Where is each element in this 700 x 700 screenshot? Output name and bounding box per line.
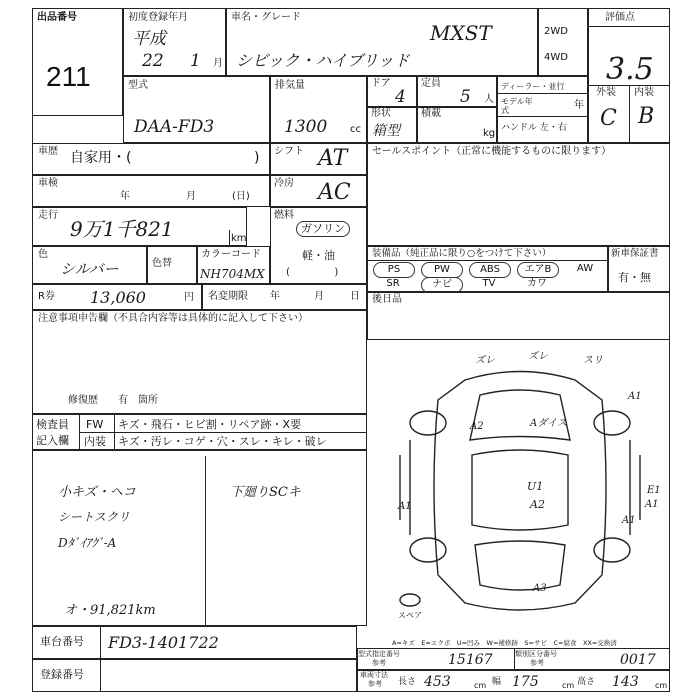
car-trunk [475,541,565,590]
mileage-label: 走行 [38,210,58,221]
inspection-year: 年 [120,191,130,202]
recycle-value: 13,060 [90,288,146,307]
color-label: 色 [38,249,48,260]
model-label: 型式 [128,80,148,91]
equip-tv: TV [482,278,496,289]
inspection-day: (日) [232,191,250,202]
capacity-value: 5 [460,87,471,107]
warranty-label: 新車保証書 [611,248,659,259]
score-vsplit [629,85,630,143]
later-day-cell [367,292,670,340]
mileage-value: 9万1千821 [70,217,174,241]
mark-12: A1 [622,515,636,526]
dims-height-label: 高さ [577,677,596,687]
mark-2: ズレ [528,351,548,362]
dims-sub: 参考 [368,680,382,688]
car-name-label: 車名・グレード [231,12,301,23]
recycle-label: R券 [38,291,55,302]
note-right: 下廻りSCキ [230,485,301,500]
load-unit: kg [483,128,496,139]
mark-5: A2 [470,421,484,432]
designation-value: 15167 [448,652,493,668]
model-value: DAA-FD3 [134,117,215,137]
lot-number-value: 211 [46,61,91,92]
displacement-label: 排気量 [275,80,305,91]
fuel-label: 燃料 [274,210,294,221]
recycle-unit: 円 [184,292,194,303]
chassis-label: 車台番号 [40,635,84,648]
first-reg-year: 22 [142,51,164,71]
drive-2wd: 2WD [544,26,568,37]
first-reg-month: 1 [190,51,201,71]
doors-label: ドア [371,78,391,89]
displacement-unit: cc [350,124,361,135]
name-change-day: 日 [350,291,360,302]
car-diagram [370,345,675,625]
inspector-row1-head: FW [86,418,104,431]
model-year-label: モデル年式 [501,97,533,115]
mark-1: ズレ [475,355,495,366]
inspector-label2: 記入欄 [36,434,69,447]
equipment-label: 装備品（純正品に限り○をつけて下さい） [372,248,552,259]
score-label: 評価点 [605,12,635,23]
warranty-value: 有・無 [618,271,651,284]
side-left [400,440,410,535]
sales-point-label: セールスポイント（正常に機能するものに限ります） [372,146,612,157]
equip-abs: ABS [469,262,511,278]
score-ext: C [600,106,617,131]
dealer-div2 [497,116,588,117]
dealer-label: ディーラー・並行 [501,82,565,91]
dims-length: 453 [424,674,451,690]
score-int-label: 内装 [634,87,654,98]
aircon-value: AC [318,180,351,205]
shift-label: シフト [274,146,304,157]
equipment-row-div [367,260,608,261]
mark-10: E1 [647,485,661,496]
note-2: シートスクリ [58,510,130,524]
equip-navi: ナビ [421,277,463,293]
spare-label: スペア [398,611,422,620]
handle-label: ハンドル 左・右 [501,123,567,133]
dims-length-unit: cm [474,681,487,690]
designation-label: 型式指定番号 [358,650,400,658]
history-close: ) [254,150,260,166]
load-label: 積載 [421,108,441,119]
drive-cell [538,8,588,76]
repair-value: 有 箇所 [118,395,158,406]
inspector-row2: キズ・汚レ・コゲ・穴・スレ・キレ・破レ [118,435,327,448]
dims-height-unit: cm [655,681,668,690]
mark-9: A1 [398,501,412,512]
name-change-year: 年 [270,291,280,302]
color-code-value: NH704MX [200,267,265,281]
capacity-label: 定員 [421,78,441,89]
free-notes-divider [205,456,206,626]
equip-ps: PS [373,262,415,278]
name-change-label: 名変期限 [208,291,248,302]
dims-width: 175 [512,674,539,690]
score-ext-label: 外装 [596,87,616,98]
shape-label: 形状 [371,108,391,119]
history-cell [32,143,270,175]
dealer-div1 [497,93,588,94]
mark-13: A3 [533,583,547,594]
equip-pw: PW [421,262,463,278]
mark-8: A2 [530,498,545,511]
equip-leather: カワ [527,278,547,289]
mark-3: スリ [583,355,603,366]
car-roof [472,450,568,530]
wheel-fr [594,411,630,435]
inspection-month: 月 [186,191,196,202]
inspector-h1 [79,432,367,433]
color-value: シルバー [60,260,119,278]
first-reg-month-unit: 月 [213,58,223,69]
later-day-label: 後日品 [372,294,402,305]
doors-value: 4 [395,87,406,107]
chassis-value: FD3-1401722 [108,633,219,652]
inspector-v2 [114,414,115,450]
capacity-unit: 人 [484,94,494,105]
shift-value: AT [318,146,348,171]
first-reg-era: 平成 [132,29,166,49]
note-3: Dﾀﾞｲｱｸﾞ-A [58,536,117,550]
dims-width-label: 幅 [492,677,502,687]
car-grade: MXST [430,21,492,45]
class-sub: 参考 [530,659,544,667]
inspector-label1: 検査員 [36,418,69,431]
color-change-label: 色替 [152,258,172,269]
equip-airbag: エアB [517,262,559,278]
mark-7: U1 [527,480,544,493]
lot-number-label: 出品番号 [37,12,77,23]
reg-no-label: 登録番号 [40,668,84,681]
equip-aw: AW [576,263,594,274]
inspection-label: 車検 [38,178,58,189]
wheel-rl [410,538,446,562]
wheel-fl [410,411,446,435]
dims-length-label: 長さ [398,677,417,687]
sales-point-cell [367,143,670,246]
class-value: 0017 [620,652,656,668]
name-change-month: 月 [314,291,324,302]
equip-sr: SR [386,278,400,289]
class-label: 類別区分番号 [515,650,557,658]
mark-11: A1 [645,499,659,510]
car-body-outline [434,372,606,611]
wheel-rr [594,538,630,562]
shape-value: 箱型 [372,123,400,139]
mark-4: A1 [628,391,642,402]
history-label: 車歴 [38,146,58,157]
damage-legend: A=キズ E=エクボ U=凹み W=補修跡 S=サビ C=腐食 XX=交換済 [392,639,617,647]
mileage-unit: km [231,233,247,244]
dims-width-unit: cm [562,681,575,690]
model-year-unit: 年 [574,100,584,111]
color-code-label: カラーコード [201,249,261,260]
dims-label: 車両寸法 [360,671,388,679]
fuel-paren: ( ) [286,267,339,278]
inspector-row2-head: 内装 [84,435,106,448]
fuel-diesel: 軽・油 [302,249,335,262]
car-name: シビック・ハイブリッド [236,51,410,70]
displacement-value: 1300 [284,117,328,137]
note-1: 小キズ・ヘコ [58,485,136,500]
first-reg-label: 初度登録年月 [128,12,188,23]
inspector-row1: キズ・飛石・ヒビ割・リペア跡・X要 [118,418,302,431]
chassis-divider [100,626,101,659]
fuel-gas: ガソリン [296,221,350,237]
drive-4wd: 4WD [544,52,568,63]
mark-6: Aダイス [530,418,567,429]
reg-no-divider [100,659,101,692]
repair-label: 修復歴 [68,395,98,406]
designation-sub: 参考 [372,659,386,667]
spare-tire [400,594,420,606]
aircon-label: 冷房 [274,178,294,189]
history-value: 自家用・( [70,150,132,166]
score-value: 3.5 [606,52,654,87]
notes-label: 注意事項申告欄（不具合内容等は具体的に記入して下さい） [38,313,308,324]
score-divider [588,26,670,27]
score-int: B [638,104,655,129]
note-4: オ・91,821km [64,603,156,618]
dims-height: 143 [612,674,639,690]
